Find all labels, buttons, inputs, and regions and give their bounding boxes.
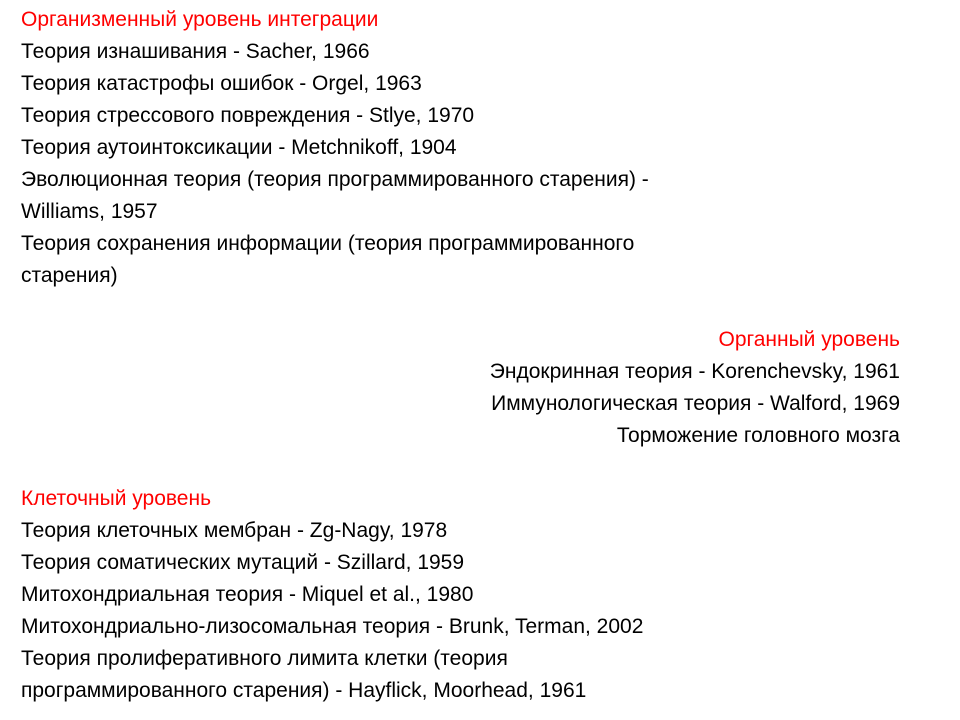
organism-level-heading: Организменный уровень интеграции [21, 8, 379, 31]
cell-level-heading: Клеточный уровень [21, 487, 212, 510]
organ-theory-line: Иммунологическая теория - Walford, 1969 [491, 392, 900, 415]
organism-theory-line: Теория стрессового повреждения - Stlye, 1970 [21, 104, 475, 127]
cell-theory-line: Теория пролиферативного лимита клетки (теория [21, 647, 508, 670]
cell-theory-line: Теория соматических мутаций - Szillard, 1959 [21, 551, 465, 574]
organism-theory-line: Теория аутоинтоксикации - Metchnikoff, 1904 [21, 136, 457, 159]
cell-theory-line: программированного старения) - Hayflick, Moorhead, 1961 [21, 679, 587, 702]
organ-level-heading: Органный уровень [718, 328, 900, 351]
organ-theory-line: Торможение головного мозга [616, 424, 900, 447]
cell-theory-line: Митохондриально-лизосомальная теория - Brunk, Terman, 2002 [21, 615, 644, 638]
organism-theory-line: Williams, 1957 [21, 200, 158, 223]
organism-theory-line: Теория катастрофы ошибок - Orgel, 1963 [21, 72, 422, 95]
cell-level-section [21, 483, 921, 707]
cell-theory-line: Теория клеточных мембран - Zg-Nagy, 1978 [21, 519, 448, 542]
organism-theory-line: Теория сохранения информации (теория программированного [21, 232, 635, 255]
organ-theory-line: Эндокринная теория - Korenchevsky, 1961 [489, 360, 900, 383]
organism-theory-line: старения) [21, 264, 118, 287]
cell-theory-line: Митохондриальная теория - Miquel et al., 1980 [21, 583, 474, 606]
organism-theory-line: Теория изнашивания - Sacher, 1966 [21, 40, 370, 63]
organism-theory-line: Эволюционная теория (теория программированного старения) - [21, 168, 649, 191]
organism-level-section [21, 4, 921, 292]
organ-level-section [490, 324, 900, 452]
